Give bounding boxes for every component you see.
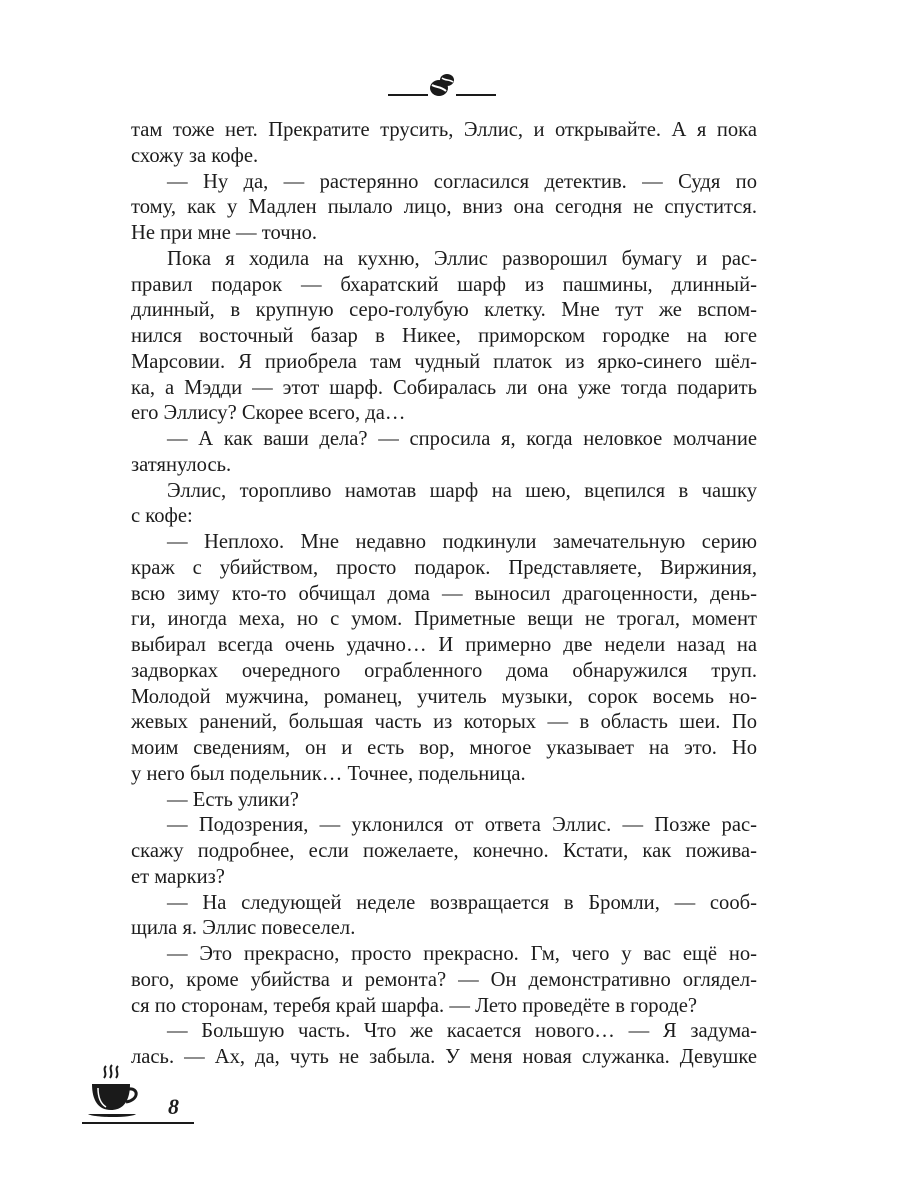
text-line: жевых ранений, большая часть из которых — в область шеи. По [131,711,757,734]
text-line: Марсовии. Я приобрела там чудный платок из ярко-синего шёл- [131,350,757,373]
text-line: ги, иногда меха, но с умом. Приметные вещи не трогал, момент [131,608,757,631]
text-line: схожу за кофе. [131,144,259,167]
page-footer [82,1064,194,1126]
text-line: — Ну да, — растерянно согласился детектив. — Судя по [167,170,757,193]
text-line: — Есть улики? [167,788,299,811]
text-line: правил подарок — бхаратский шарф из пашмины, длинный- [131,273,757,296]
text-line: — Большую часть. Что же касается нового… — Я задума- [167,1020,757,1043]
text-line: моим сведениям, он и есть вор, многое указывает на это. Но [131,737,757,759]
text-line: Молодой мужчина, романец, учитель музыки, сорок восемь но- [131,685,757,708]
text-line: с кофе: [131,505,193,528]
text-line: Пока я ходила на кухню, Эллис разворошил бумагу и рас- [167,247,757,270]
ornament-rule-right [456,94,496,96]
text-line: тому, как у Мадлен пылало лицо, вниз она сегодня не спустится. [131,196,757,219]
text-line: — На следующей неделе возвращается в Бромли, — сооб- [167,891,757,914]
text-line: — Неплохо. Мне недавно подкинули замечательную серию [167,531,757,553]
text-line: ет маркиз? [131,865,225,888]
text-line: вого, кроме убийства и ремонта? — Он демонстративно оглядел- [131,968,757,991]
text-line: там тоже нет. Прекратите трусить, Эллис, и открывайте. А я пока [131,119,757,141]
ornament-rule-left [388,94,428,96]
text-line: затянулось. [131,453,232,476]
text-line: — Это прекрасно, просто прекрасно. Гм, чего у вас ещё но- [167,943,757,965]
text-line: ка, а Мэдди — этот шарф. Собиралась ли она уже тогда подарить [131,376,757,399]
text-line: лась. — Ах, да, чуть не забыла. У меня новая служанка. Девушке [131,1046,757,1068]
text-line: у него был подельник… Точнее, подельница. [131,762,526,785]
text-line: щила я. Эллис повеселел. [131,917,356,940]
text-line: выбирал всегда очень удачно… И примерно две недели назад на [131,634,757,656]
page-number: 8 [168,1094,179,1119]
body-text [131,118,757,1071]
text-line: длинный, в крупную серо-голубую клетку. Мне тут же вспом- [131,299,757,322]
text-line: всю зиму кто-то обчищал дома — выносил драгоценности, день- [131,582,757,605]
coffee-cup-icon [86,1064,146,1126]
text-line: — А как ваши дела? — спросила я, когда неловкое молчание [167,428,757,450]
footer-rule [82,1122,194,1124]
text-line: Не при мне — точно. [131,222,318,244]
text-line: нился восточный базар в Никее, приморском городке на юге [131,325,757,347]
text-line: — Подозрения, — уклонился от ответа Эллис. — Позже рас- [167,814,757,837]
text-line: задворках очередного ограбленного дома обнаружился труп. [131,659,757,682]
text-line: краж с убийством, просто подарок. Представляете, Виржиния, [131,556,757,579]
text-line: скажу подробнее, если пожелаете, конечно. Кстати, как пожива- [131,840,757,862]
text-line: ся по сторонам, теребя край шарфа. — Лето проведёте в городе? [131,994,698,1017]
coffee-bean-icon [428,72,456,98]
text-line: Эллис, торопливо намотав шарф на шею, вцепился в чашку [167,479,757,502]
text-line: его Эллису? Скорее всего, да… [131,402,406,425]
header-ornament [388,72,498,98]
